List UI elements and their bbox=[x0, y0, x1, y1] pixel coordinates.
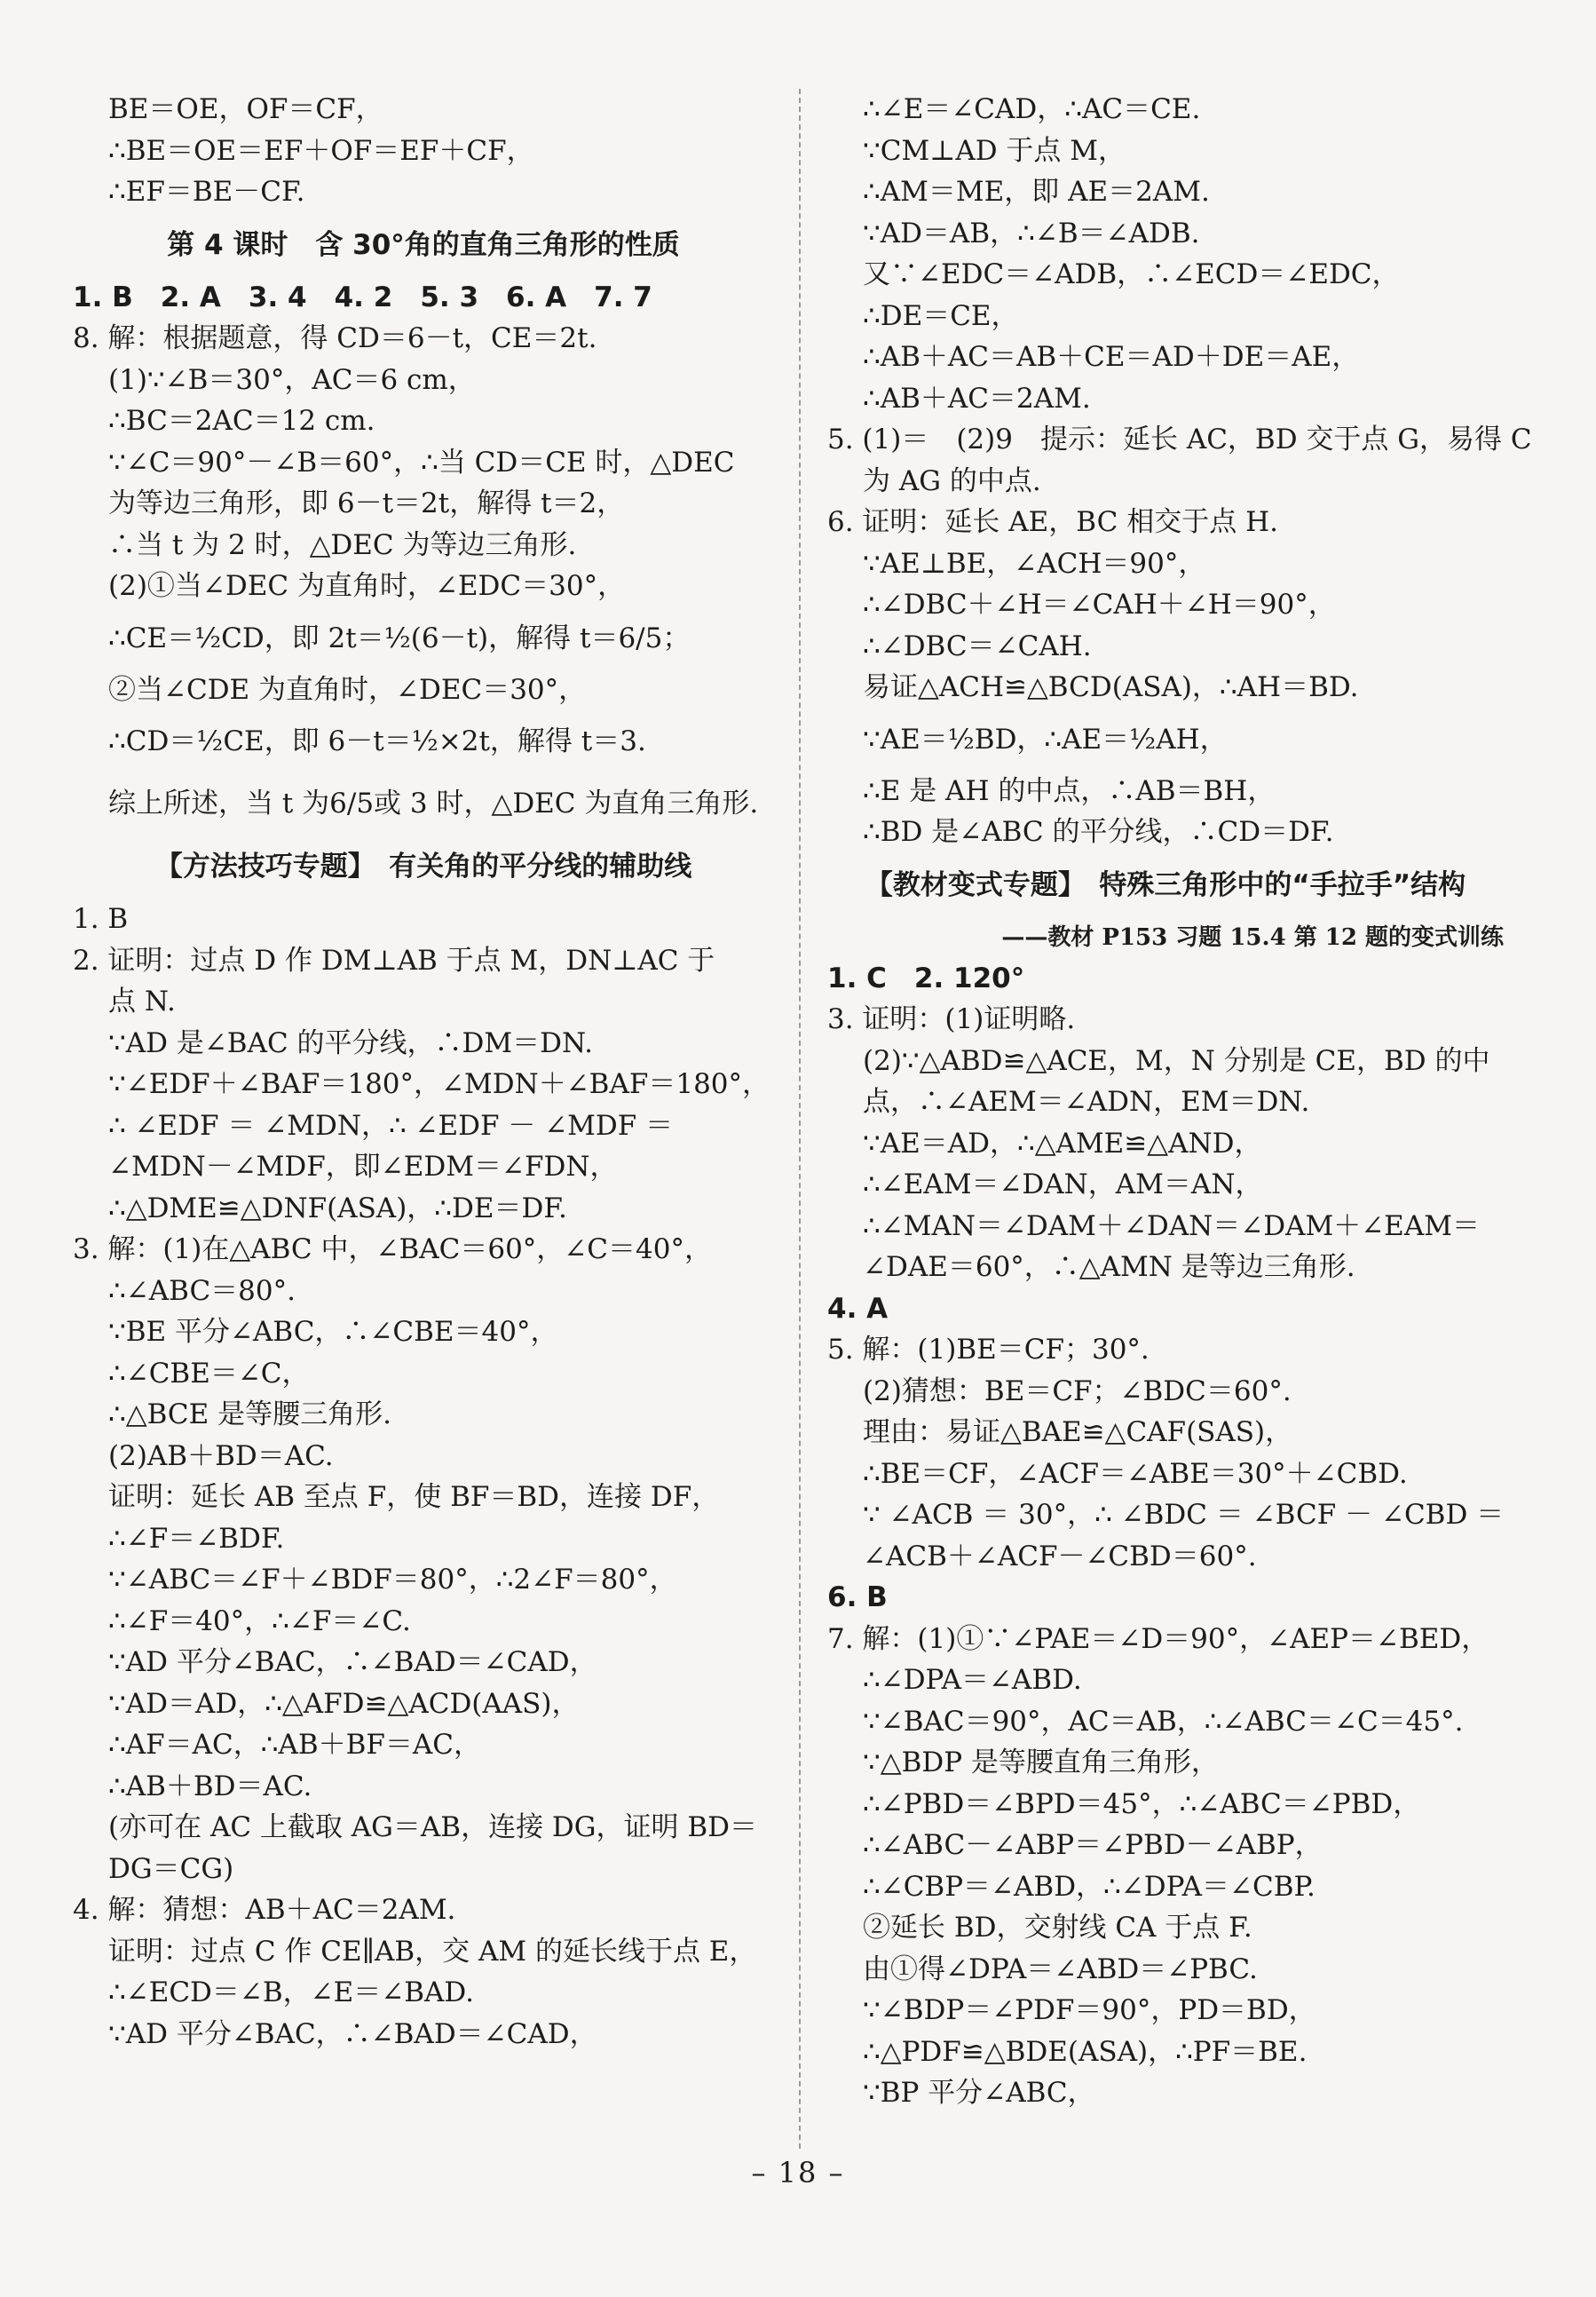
text-line: ∴当 t 为 2 时，△DEC 为等边三角形. bbox=[108, 528, 577, 561]
text-line: ∵AE＝AD，∴△AME≌△AND， bbox=[863, 1127, 1262, 1160]
text-line: ∵CM⊥AD 于点 M， bbox=[863, 134, 1126, 167]
text-line: ∴∠CBE＝∠C， bbox=[108, 1357, 310, 1390]
answer-line: 1. C 2. 120° bbox=[827, 962, 1025, 994]
text-line: (2)猜想：BE＝CF；∠BDC＝60°. bbox=[863, 1374, 1292, 1407]
text-line: ∴AF＝AC，∴AB＋BF＝AC， bbox=[108, 1729, 482, 1761]
question-line: 6. 证明：延长 AE，BC 相交于点 H. bbox=[827, 506, 1278, 538]
text-line: ∴AB＋BD＝AC. bbox=[108, 1770, 312, 1802]
text-line: 点 N. bbox=[108, 986, 176, 1018]
left-column bbox=[73, 89, 774, 2055]
text-line: ∴∠DPA＝∠ABD. bbox=[863, 1664, 1082, 1696]
text-line: (2)AB＋BD＝AC. bbox=[108, 1439, 334, 1472]
question-line: 5. 解：(1)BE＝CF；30°. bbox=[827, 1334, 1150, 1366]
column-divider bbox=[799, 89, 801, 2149]
text-line: 综上所述，当 t 为6/5或 3 时，△DEC 为直角三角形. bbox=[108, 788, 759, 820]
text-line: ∵AD＝AB，∴∠B＝∠ADB. bbox=[863, 217, 1200, 250]
text-line: ∴AB＋AC＝2AM. bbox=[863, 382, 1091, 415]
text-line: ∴BE＝OE＝EF＋OF＝EF＋CF， bbox=[108, 134, 534, 167]
text-line: ∵AE＝½BD，∴AE＝½AH， bbox=[863, 723, 1228, 756]
question-line: 5. (1)＝ (2)9 提示：延长 AC，BD 交于点 G，易得 C bbox=[827, 424, 1532, 455]
text-line: ∵BE 平分∠ABC，∴∠CBE＝40°， bbox=[108, 1316, 558, 1348]
text-line: ∵∠C＝90°－∠B＝60°，∴当 CD＝CE 时，△DEC bbox=[108, 446, 735, 479]
text-line: 为等边三角形，即 6－t＝2t，解得 t＝2， bbox=[108, 487, 625, 519]
text-line: ∴CD＝½CE，即 6－t＝½×2t，解得 t＝3. bbox=[108, 725, 646, 757]
text-line: 证明：过点 C 作 CE∥AB，交 AM 的延长线于点 E， bbox=[108, 1935, 757, 1968]
question-line: 3. 证明：(1)证明略. bbox=[827, 1003, 1076, 1035]
text-line: DG＝CG) bbox=[108, 1852, 234, 1885]
text-line: ②当∠CDE 为直角时，∠DEC＝30°， bbox=[108, 673, 587, 706]
section-heading: 【方法技巧专题】 有关角的平分线的辅助线 bbox=[154, 851, 692, 883]
question-line: 8. 解：根据题意，得 CD＝6－t，CE＝2t. bbox=[73, 322, 597, 354]
text-line: ∴DE＝CE， bbox=[863, 299, 1019, 332]
question-line: 4. 解：猜想：AB＋AC＝2AM. bbox=[73, 1894, 456, 1926]
text-line: ∴∠EAM＝∠DAN，AM＝AN， bbox=[863, 1168, 1263, 1200]
text-line: ∴AM＝ME，即 AE＝2AM. bbox=[863, 176, 1210, 208]
text-line: ∴∠CBP＝∠ABD，∴∠DPA＝∠CBP. bbox=[863, 1870, 1316, 1903]
text-line: ∴△PDF≌△BDE(ASA)，∴PF＝BE. bbox=[863, 2035, 1308, 2068]
text-line: ∵△BDP 是等腰直角三角形， bbox=[863, 1747, 1219, 1778]
text-line: (2)①当∠DEC 为直角时，∠EDC＝30°， bbox=[108, 570, 626, 602]
text-line: ∵AD 平分∠BAC，∴∠BAD＝∠CAD， bbox=[108, 2017, 597, 2050]
text-line: ∴∠ABC－∠ABP＝∠PBD－∠ABP， bbox=[863, 1829, 1323, 1861]
section-heading: 【教材变式专题】 特殊三角形中的“手拉手”结构 bbox=[865, 868, 1466, 901]
text-line: 证明：延长 AB 至点 F，使 BF＝BD，连接 DF， bbox=[108, 1481, 720, 1513]
text-line: ∴△BCE 是等腰三角形. bbox=[108, 1398, 391, 1430]
text-line: ∴∠ECD＝∠B，∠E＝∠BAD. bbox=[108, 1976, 475, 2008]
text-line: ∴∠MAN＝∠DAM＋∠DAN＝∠DAM＋∠EAM＝ bbox=[863, 1209, 1480, 1242]
text-line: 易证△ACH≌△BCD(ASA)，∴AH＝BD. bbox=[863, 671, 1359, 703]
answer-line: 1. B bbox=[73, 903, 129, 935]
question-line: 3. 解：(1)在△ABC 中，∠BAC＝60°，∠C＝40°， bbox=[73, 1233, 712, 1265]
text-line: (亦可在 AC 上截取 AG＝AB，连接 DG，证明 BD＝ bbox=[108, 1811, 758, 1843]
text-line: ∴ ∠EDF ＝ ∠MDN，∴ ∠EDF － ∠MDF ＝ bbox=[108, 1109, 674, 1142]
text-line: ∵AD 是∠BAC 的平分线，∴DM＝DN. bbox=[108, 1026, 593, 1059]
text-line: 又∵∠EDC＝∠ADB，∴∠ECD＝∠EDC， bbox=[863, 258, 1400, 290]
text-line: ∵∠ABC＝∠F＋∠BDF＝80°，∴2∠F＝80°， bbox=[108, 1564, 677, 1596]
section-heading: 第 4 课时 含 30°角的直角三角形的性质 bbox=[167, 228, 680, 261]
text-line: ∵AD＝AD，∴△AFD≌△ACD(AAS)， bbox=[108, 1687, 580, 1720]
text-line: ∴BE＝CF，∠ACF＝∠ABE＝30°＋∠CBD. bbox=[863, 1457, 1408, 1490]
text-line: (2)∵△ABD≌△ACE，M，N 分别是 CE，BD 的中 bbox=[863, 1044, 1490, 1077]
answer-line: 1. B 2. A 3. 4 4. 2 5. 3 6. A 7. 7 bbox=[73, 281, 652, 313]
text-line: 点，∴∠AEM＝∠ADN，EM＝DN. bbox=[863, 1086, 1310, 1118]
text-line: ∴CE＝½CD，即 2t＝½(6－t)，解得 t＝6/5； bbox=[108, 622, 691, 654]
text-line: ∴∠F＝40°，∴∠F＝∠C. bbox=[108, 1604, 411, 1637]
answer-line: 4. A bbox=[827, 1292, 889, 1325]
text-line: ∴∠PBD＝∠BPD＝45°，∴∠ABC＝∠PBD， bbox=[863, 1787, 1421, 1820]
text-line: (1)∵∠B＝30°，AC＝6 cm， bbox=[108, 363, 476, 396]
text-line: ∴EF＝BE－CF. bbox=[108, 176, 305, 208]
text-line: ∵∠BAC＝90°，AC＝AB，∴∠ABC＝∠C＝45°. bbox=[863, 1705, 1464, 1738]
question-line: 7. 解：(1)①∵∠PAE＝∠D＝90°，∠AEP＝∠BED， bbox=[827, 1622, 1489, 1655]
text-line: ∴△DME≌△DNF(ASA)，∴DE＝DF. bbox=[108, 1192, 567, 1224]
question-line: 2. 证明：过点 D 作 DM⊥AB 于点 M，DN⊥AC 于 bbox=[73, 944, 715, 977]
page-number: – 18 – bbox=[751, 2156, 845, 2190]
text-line: ∵ ∠ACB ＝ 30°，∴ ∠BDC ＝ ∠BCF － ∠CBD ＝ bbox=[863, 1499, 1505, 1531]
text-line: ∵BP 平分∠ABC， bbox=[863, 2077, 1095, 2109]
text-line: BE＝OE，OF＝CF， bbox=[108, 93, 383, 125]
answer-line: 6. B bbox=[827, 1581, 888, 1613]
text-line: ②延长 BD，交射线 CA 于点 F. bbox=[863, 1912, 1252, 1944]
text-line: ∴E 是 AH 的中点，∴AB＝BH， bbox=[863, 774, 1276, 807]
text-line: ∴∠ABC＝80°. bbox=[108, 1274, 296, 1307]
text-line: ∴∠DBC＋∠H＝∠CAH＋∠H＝90°， bbox=[863, 589, 1336, 621]
text-line: ∵AE⊥BE，∠ACH＝90°， bbox=[863, 547, 1206, 580]
text-line: ∴∠F＝∠BDF. bbox=[108, 1522, 285, 1555]
text-line: ∵AD 平分∠BAC，∴∠BAD＝∠CAD， bbox=[108, 1646, 597, 1678]
text-line: ∴∠DBC＝∠CAH. bbox=[863, 630, 1092, 662]
text-line: ∵∠BDP＝∠PDF＝90°，PD＝BD， bbox=[863, 1994, 1316, 2026]
section-subheading: ——教材 P153 习题 15.4 第 12 题的变式训练 bbox=[1001, 923, 1504, 951]
text-line: ∴BD 是∠ABC 的平分线，∴CD＝DF. bbox=[863, 816, 1334, 848]
text-line: ∴∠E＝∠CAD，∴AC＝CE. bbox=[863, 93, 1201, 125]
text-line: ∠ACB＋∠ACF－∠CBD＝60°. bbox=[863, 1540, 1257, 1572]
text-line: ∠DAE＝60°，∴△AMN 是等边三角形. bbox=[863, 1251, 1355, 1283]
text-line: ∴AB＋AC＝AB＋CE＝AD＋DE＝AE， bbox=[863, 341, 1360, 373]
text-line: 由①得∠DPA＝∠ABD＝∠PBC. bbox=[863, 1952, 1258, 1985]
text-line: 为 AG 的中点. bbox=[863, 464, 1041, 497]
text-line: ∴BC＝2AC＝12 cm. bbox=[108, 405, 375, 437]
right-column bbox=[827, 89, 1532, 2114]
text-line: 理由：易证△BAE≌△CAF(SAS)， bbox=[863, 1416, 1293, 1448]
text-line: ∠MDN－∠MDF，即∠EDM＝∠FDN， bbox=[108, 1151, 618, 1183]
text-line: ∵∠EDF＋∠BAF＝180°，∠MDN＋∠BAF＝180°， bbox=[108, 1068, 770, 1100]
